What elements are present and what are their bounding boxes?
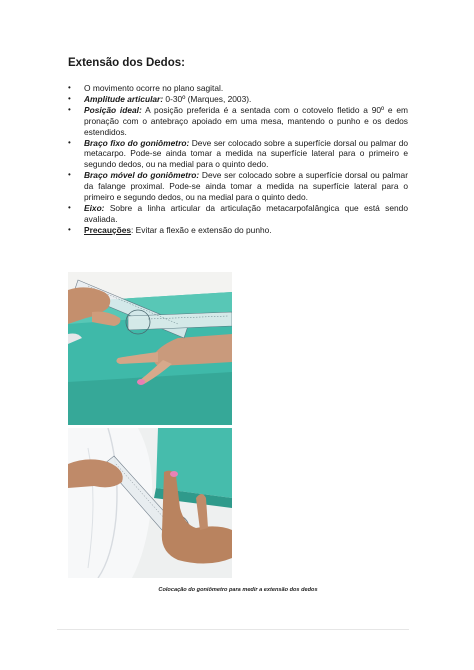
- bullet-icon: •: [68, 93, 71, 103]
- list-item: [68, 83, 408, 94]
- bullet-icon: •: [68, 83, 71, 92]
- bullet-icon: •: [68, 104, 71, 114]
- item-label: Eixo:: [84, 202, 105, 213]
- footer-divider: [57, 629, 409, 630]
- bullet-icon: •: [68, 224, 71, 234]
- list-item: [68, 94, 408, 105]
- list-item: [68, 225, 408, 236]
- item-text: O movimento ocorre no plano sagital.: [84, 83, 224, 93]
- item-text: : Evitar a flexão e extensão do punho.: [131, 224, 272, 235]
- bullet-icon: •: [68, 137, 71, 147]
- list-item: [68, 105, 408, 138]
- list-item: [68, 170, 408, 203]
- goniometer-photo-top: [68, 272, 232, 425]
- bullet-icon: •: [68, 170, 71, 180]
- item-label: Posição ideal:: [84, 104, 142, 115]
- item-text: Deve ser colocado sobre a superfície dorsal ou palmar da falange proximal. Pode-se ainda tomar a medida na superfície lateral para o primeiro e segundo dedos, ou na medial para o quinto dedo.: [84, 170, 408, 203]
- item-label: Braço fixo do goniômetro:: [84, 137, 190, 148]
- item-text: Deve ser colocado sobre a superfície dorsal ou palmar do metacarpo. Pode-se ainda tomar a medida na superfície lateral para o primeiro e segundo dedos, ou na medial para o quinto dedo.: [84, 137, 409, 170]
- figure-caption: Colocação do goniômetro para medir a extensão dos dedos: [158, 587, 318, 593]
- bullet-icon: •: [68, 202, 71, 212]
- goniometer-illustration-bottom: [68, 428, 232, 578]
- item-text: A posição preferida é a sentada com o cotovelo fletido a 90º e em pronação com o antebraço apoiado em uma mesa, mantendo o punho e os dedos estendidos.: [84, 104, 408, 137]
- list-item: [68, 203, 408, 225]
- item-text: 0-30º (Marques, 2003).: [163, 93, 252, 104]
- item-label: Braço móvel do goniômetro:: [84, 170, 200, 181]
- item-label: Precauções: [84, 224, 132, 235]
- section-title: Extensão dos Dedos:: [68, 57, 185, 69]
- list-item: [68, 138, 408, 171]
- item-text: Sobre a linha articular da articulação metacarpofalângica que está sendo avaliada.: [84, 202, 408, 224]
- item-label: Amplitude articular:: [84, 93, 164, 104]
- goniometer-photo-bottom: [68, 428, 232, 578]
- bullet-list: [68, 83, 408, 236]
- goniometer-illustration-top: [68, 272, 232, 425]
